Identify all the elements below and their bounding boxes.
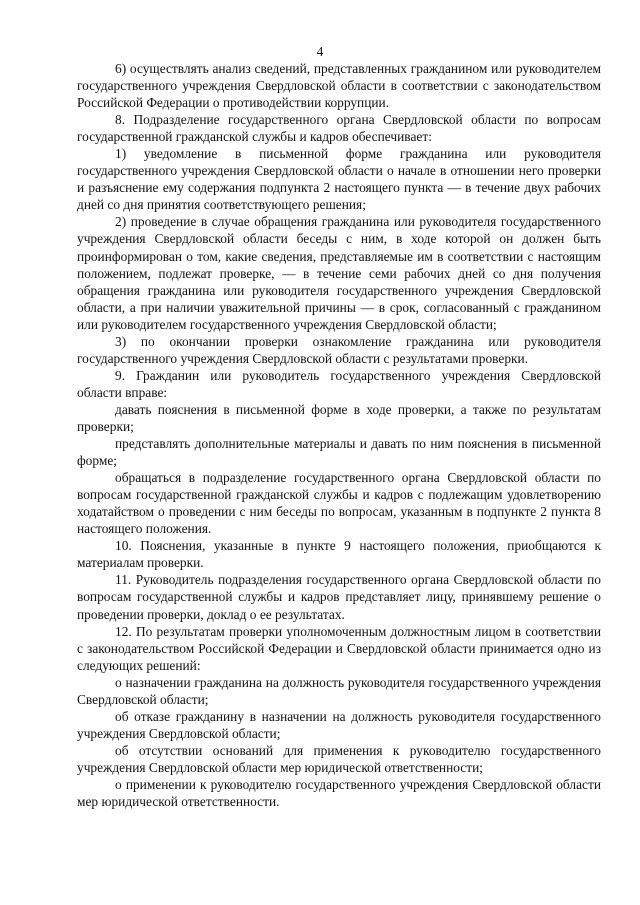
paragraph-item-8-1: 1) уведомление в письменной форме гражданина или руководителя государственного учреждения Свердловской области о начале в отношении него проверки и разъяснение ему содержания подпункта 2 настоящего пункта — в течение двух рабочих дней со дня принятия соответствующего решения; xyxy=(77,146,601,213)
paragraph-section-12: 12. По результатам проверки уполномоченным должностным лицом в соответствии с законодательством Российской Федерации и Свердловской области принимается одно из следующих решений: xyxy=(77,623,601,673)
paragraph-item-6: 6) осуществлять анализ сведений, представленных гражданином или руководителем государственного учреждения Свердловской области в соответствии с законодательством Российской Федерации о противодействии коррупции. xyxy=(77,61,601,111)
paragraph-right-3: обращаться в подразделение государственного органа Свердловской области по вопросам государственной гражданской службы и кадров с подлежащим удовлетворению ходатайством о проведении с ним беседы по вопросам, указанным в подпункте 2 пункта 8 настоящего положения. xyxy=(77,470,601,537)
paragraph-section-8: 8. Подразделение государственного органа Свердловской области по вопросам государственной гражданской службы и кадров обеспечивает: xyxy=(77,112,601,145)
paragraph-decision-1: о назначении гражданина на должность руководителя государственного учреждения Свердловской области; xyxy=(77,674,601,707)
paragraph-decision-4: о применении к руководителю государственного учреждения Свердловской области мер юридической ответственности. xyxy=(77,776,601,810)
paragraph-section-9: 9. Гражданин или руководитель государственного учреждения Свердловской области вправе: xyxy=(77,367,601,400)
paragraph-item-8-3: 3) по окончании проверки ознакомление гражданина или руководителя государственного учреждения Свердловской области с результатами проверки. xyxy=(77,333,601,366)
paragraph-item-8-2: 2) проведение в случае обращения гражданина или руководителя государственного учреждения Свердловской области беседы с ним, в ходе которой он должен быть проинформирован о том, какие сведения, представляемые им в соответствии с настоящим положением, подлежат проверке, — в течение семи рабочих дней со дня получения обращения гражданина или руководителя государственного учреждения Свердловской области, а при наличии уважительной причины — в срок, согласованный с гражданином или руководителем государственного учреждения Свердловской области; xyxy=(77,214,601,332)
paragraph-section-11: 11. Руководитель подразделения государственного органа Свердловской области по вопросам государственной службы и кадров представляет лицу, принявшему решение о проведении проверки, доклад о ее результатах. xyxy=(77,572,601,622)
paragraph-decision-2: об отказе гражданину в назначении на должность руководителя государственного учреждения Свердловской области; xyxy=(77,708,601,741)
page-number: 4 xyxy=(316,44,324,59)
document-body xyxy=(77,60,601,810)
paragraph-decision-3: об отсутствии оснований для применения к руководителю государственного учреждения Свердловской области мер юридической ответственности; xyxy=(77,742,601,775)
paragraph-section-10: 10. Пояснения, указанные в пункте 9 настоящего положения, приобщаются к материалам проверки. xyxy=(77,538,601,571)
paragraph-right-1: давать пояснения в письменной форме в ходе проверки, а также по результатам проверки; xyxy=(77,401,601,434)
paragraph-right-2: представлять дополнительные материалы и давать по ним пояснения в письменной форме; xyxy=(77,436,601,469)
